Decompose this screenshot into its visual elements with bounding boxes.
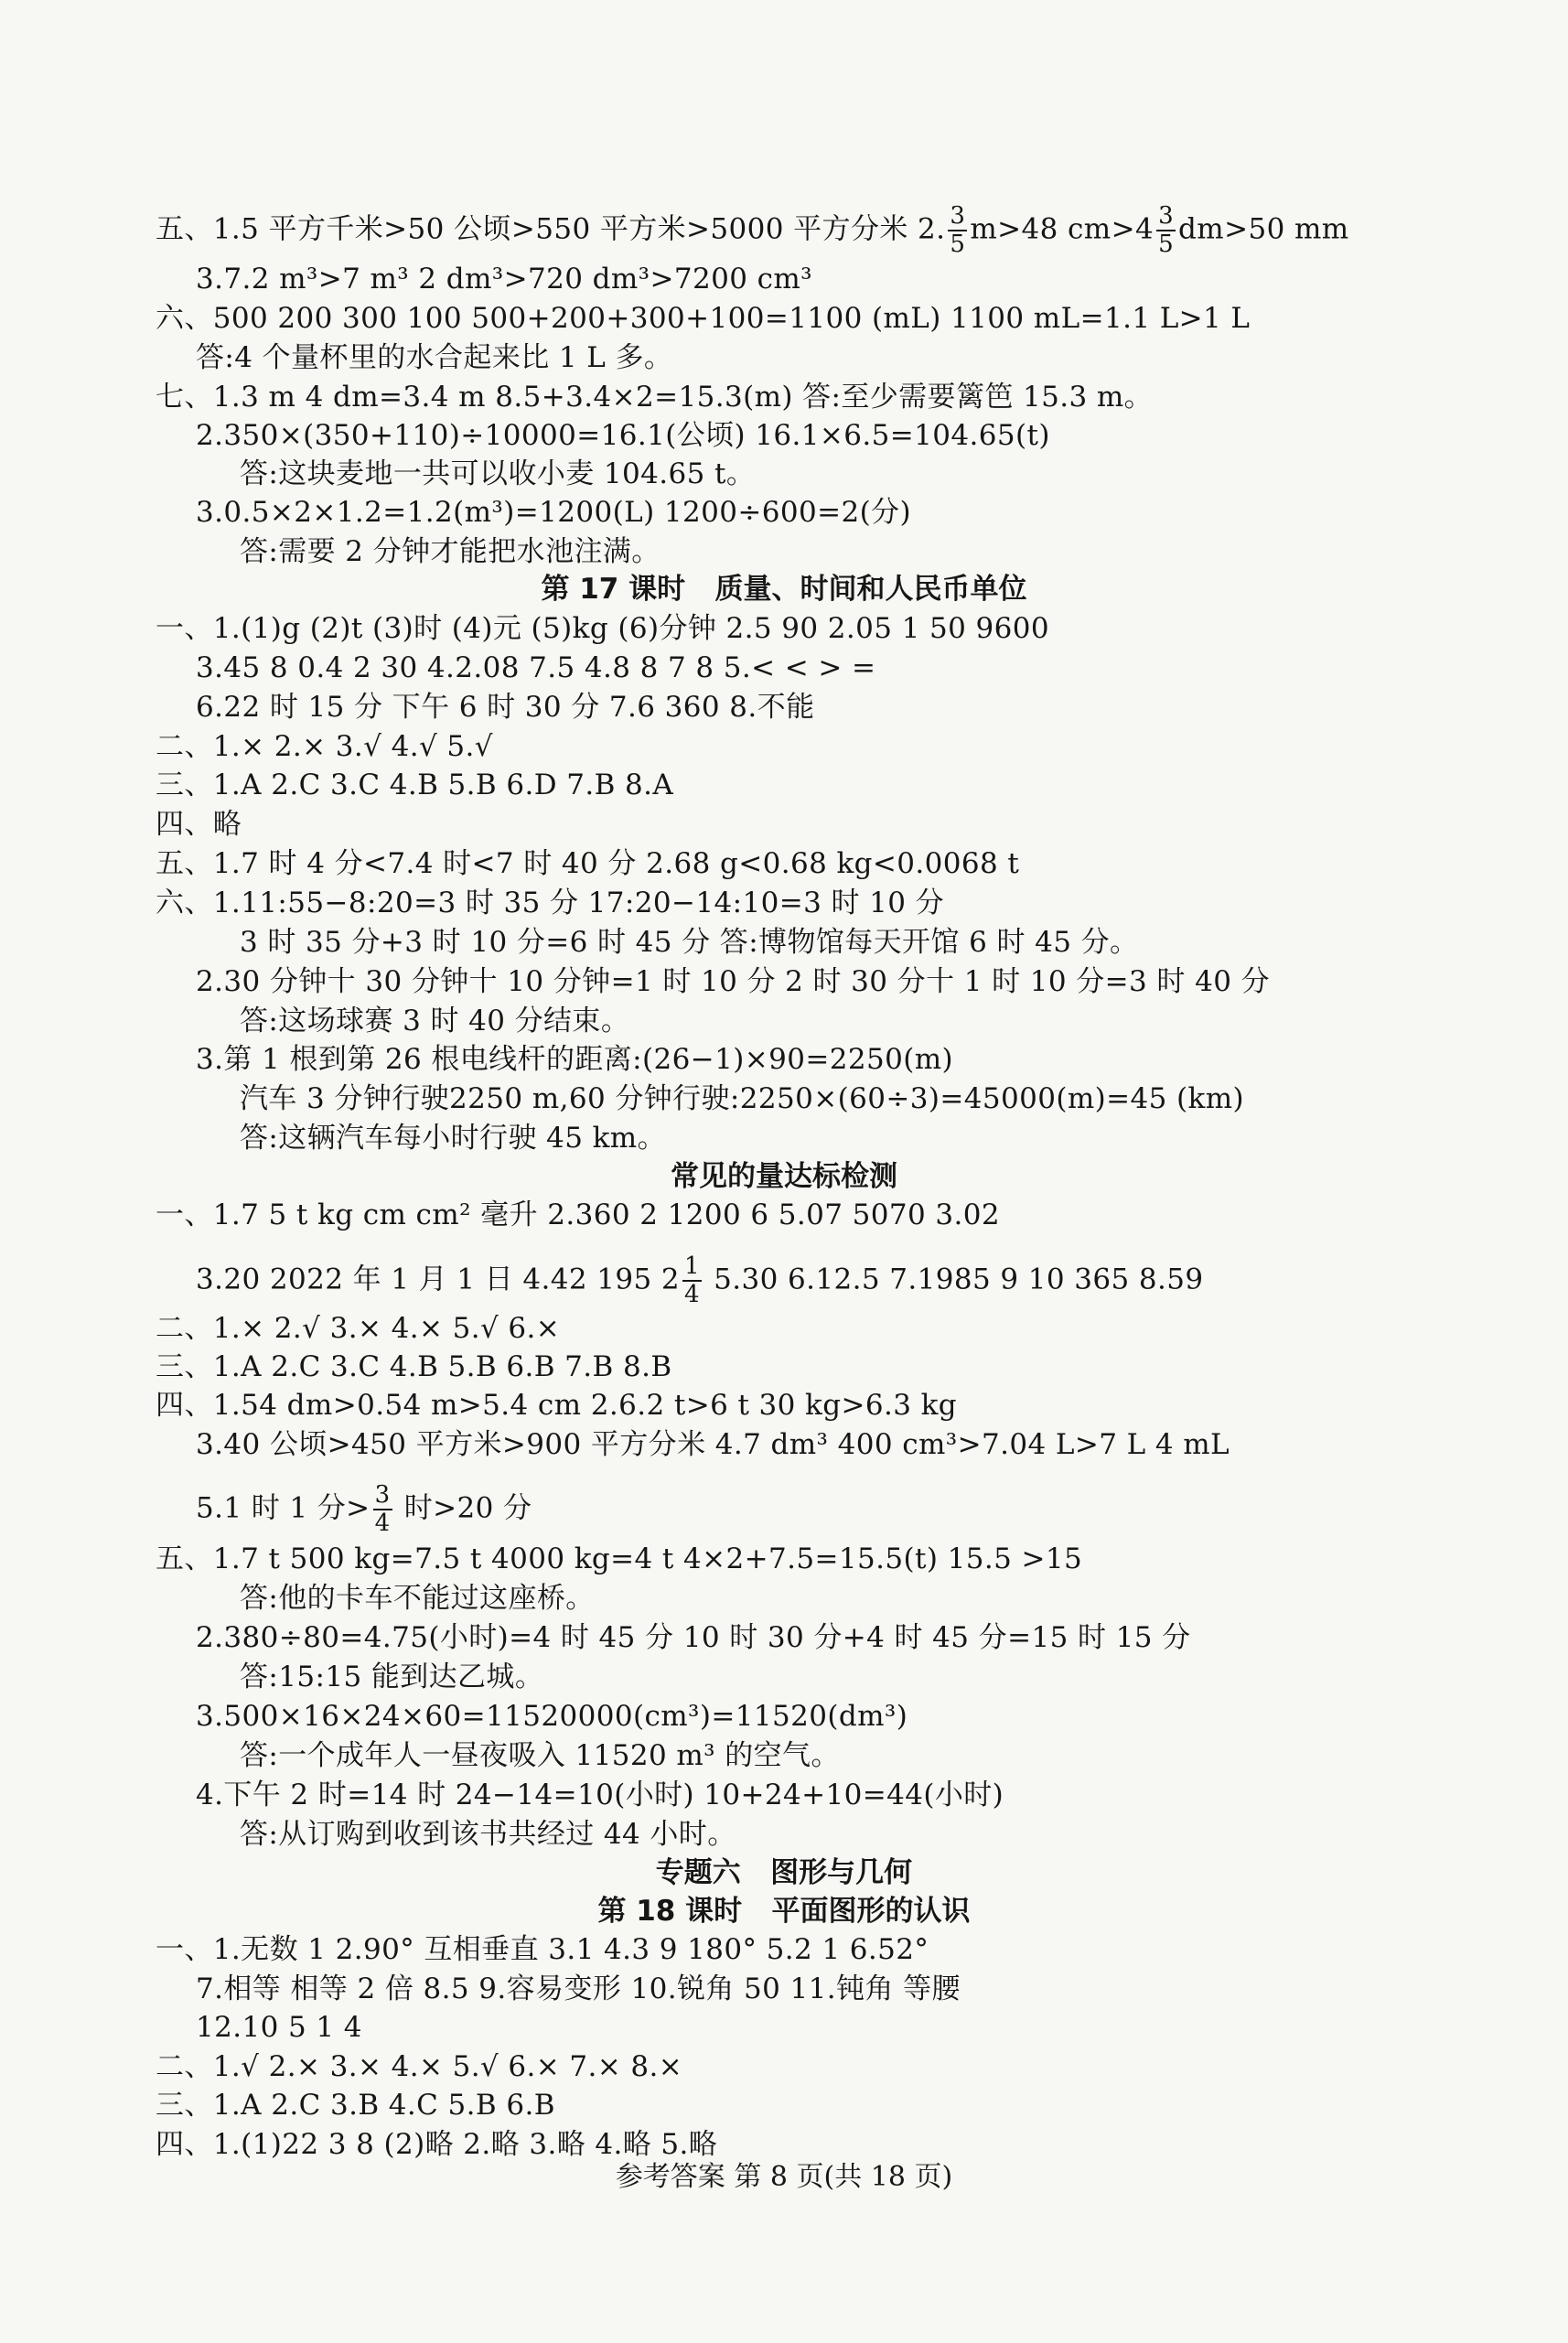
- answer-line: 2.30 分钟十 30 分钟十 10 分钟=1 时 10 分 2 时 30 分十 1 时 10 分=3 时 40 分: [196, 965, 1270, 998]
- answer-line: 3.45 8 0.4 2 30 4.2.08 7.5 4.8 8 7 8 5.< < > =: [196, 651, 876, 684]
- answer-line: 四、略: [156, 808, 242, 841]
- section-heading: 专题六 图形与几何: [655, 1856, 913, 1889]
- answer-line: 3.第 1 根到第 26 根电线杆的距离:(26−1)×90=2250(m): [196, 1043, 954, 1076]
- fraction: $\frac{3}{5}$: [950, 202, 966, 258]
- answer-line: 3 时 35 分+3 时 10 分=6 时 45 分 答:博物馆每天开馆 6 时 45 分。: [240, 926, 1139, 959]
- answer-line: 二、1.× 2.√ 3.× 4.× 5.√ 6.×: [156, 1312, 561, 1345]
- answer-line: 五、1.5 平方千米>50 公顷>550 平方米>5000 平方分米 2. $\frac{3}{5}$ m>48 cm>4 $\frac{3}{5}$ dm>50 mm: [156, 202, 1349, 258]
- answer-line: 二、1.√ 2.× 3.× 4.× 5.√ 6.× 7.× 8.×: [156, 2050, 683, 2083]
- answer-line: 答:他的卡车不能过这座桥。: [240, 1582, 595, 1615]
- answer-line: 6.22 时 15 分 下午 6 时 30 分 7.6 360 8.不能: [196, 691, 815, 724]
- answer-line: 一、1.(1)g (2)t (3)时 (4)元 (5)kg (6)分钟 2.5 90 2.05 1 50 9600: [156, 612, 1050, 645]
- fraction: $\frac{1}{4}$: [683, 1252, 700, 1308]
- answer-line: 七、1.3 m 4 dm=3.4 m 8.5+3.4×2=15.3(m) 答:至少需要篱笆 15.3 m。: [156, 381, 1154, 414]
- answer-line: 一、1.7 5 t kg cm cm² 毫升 2.360 2 1200 6 5.07 5070 3.02: [156, 1198, 1000, 1231]
- answer-line: 五、1.7 t 500 kg=7.5 t 4000 kg=4 t 4×2+7.5=15.5(t) 15.5 >15: [156, 1542, 1083, 1575]
- answer-line: 四、1.(1)22 3 8 (2)略 2.略 3.略 4.略 5.略: [156, 2128, 718, 2161]
- answer-line: 答:4 个量杯里的水合起来比 1 L 多。: [196, 341, 673, 374]
- fraction: $\frac{3}{4}$: [374, 1481, 391, 1537]
- answer-line: 一、1.无数 1 2.90° 互相垂直 3.1 4.3 9 180° 5.2 1 6.52°: [156, 1933, 929, 1966]
- answer-line: 答:需要 2 分钟才能把水池注满。: [240, 535, 660, 568]
- answer-line: 2.380÷80=4.75(小时)=4 时 45 分 10 时 30 分+4 时 45 分=15 时 15 分: [196, 1621, 1191, 1654]
- answer-line: 三、1.A 2.C 3.C 4.B 5.B 6.D 7.B 8.A: [156, 768, 674, 801]
- answer-line: 3.7.2 m³>7 m³ 2 dm³>720 dm³>7200 cm³: [196, 263, 812, 296]
- answer-line: 4.下午 2 时=14 时 24−14=10(小时) 10+24+10=44(小时): [196, 1779, 1004, 1811]
- section-heading: 第 18 课时 平面图形的认识: [597, 1895, 971, 1928]
- answer-line: 3.20 2022 年 1 月 1 日 4.42 195 2 $\frac{1}{4}$ 5.30 6.12.5 7.1985 9 10 365 8.59: [196, 1252, 1204, 1308]
- answer-line: 答:这场球赛 3 时 40 分结束。: [240, 1005, 630, 1037]
- answer-line: 五、1.7 时 4 分<7.4 时<7 时 40 分 2.68 g<0.68 kg<0.0068 t: [156, 847, 1020, 880]
- answer-line: 2.350×(350+110)÷10000=16.1(公顷) 16.1×6.5=104.65(t): [196, 419, 1050, 452]
- answer-line: 二、1.× 2.× 3.√ 4.√ 5.√: [156, 730, 493, 763]
- answer-line: 六、1.11:55−8:20=3 时 35 分 17:20−14:10=3 时 10 分: [156, 887, 945, 919]
- fraction: $\frac{3}{5}$: [1158, 202, 1175, 258]
- answer-line: 3.0.5×2×1.2=1.2(m³)=1200(L) 1200÷600=2(分): [196, 496, 911, 529]
- page-footer: 参考答案 第 8 页(共 18 页): [615, 2161, 953, 2193]
- answer-line: 3.40 公顷>450 平方米>900 平方分米 4.7 dm³ 400 cm³>7.04 L>7 L 4 mL: [196, 1428, 1230, 1461]
- answer-line: 5.1 时 1 分> $\frac{3}{4}$ 时>20 分: [196, 1481, 532, 1537]
- answer-line: 答:这辆汽车每小时行驶 45 km。: [240, 1122, 666, 1155]
- section-heading: 第 17 课时 质量、时间和人民币单位: [541, 573, 1027, 606]
- answer-line: 答:这块麦地一共可以收小麦 104.65 t。: [240, 457, 756, 490]
- answer-line: 3.500×16×24×60=11520000(cm³)=11520(dm³): [196, 1700, 908, 1733]
- answer-line: 三、1.A 2.C 3.C 4.B 5.B 6.B 7.B 8.B: [156, 1350, 672, 1383]
- section-heading: 常见的量达标检测: [671, 1160, 897, 1193]
- answer-line: 12.10 5 1 4: [196, 2011, 362, 2044]
- answer-line: 三、1.A 2.C 3.B 4.C 5.B 6.B: [156, 2089, 555, 2122]
- answer-line: 六、500 200 300 100 500+200+300+100=1100 (mL) 1100 mL=1.1 L>1 L: [156, 302, 1251, 335]
- answer-line: 答:15:15 能到达乙城。: [240, 1661, 544, 1693]
- answer-line: 汽车 3 分钟行驶2250 m,60 分钟行驶:2250×(60÷3)=45000(m)=45 (km): [240, 1082, 1244, 1115]
- answer-line: 四、1.54 dm>0.54 m>5.4 cm 2.6.2 t>6 t 30 kg>6.3 kg: [156, 1389, 958, 1422]
- answer-line: 7.相等 相等 2 倍 8.5 9.容易变形 10.锐角 50 11.钝角 等腰: [196, 1972, 961, 2005]
- answer-line: 答:一个成年人一昼夜吸入 11520 m³ 的空气。: [240, 1739, 840, 1772]
- answer-line: 答:从订购到收到该书共经过 44 小时。: [240, 1818, 736, 1851]
